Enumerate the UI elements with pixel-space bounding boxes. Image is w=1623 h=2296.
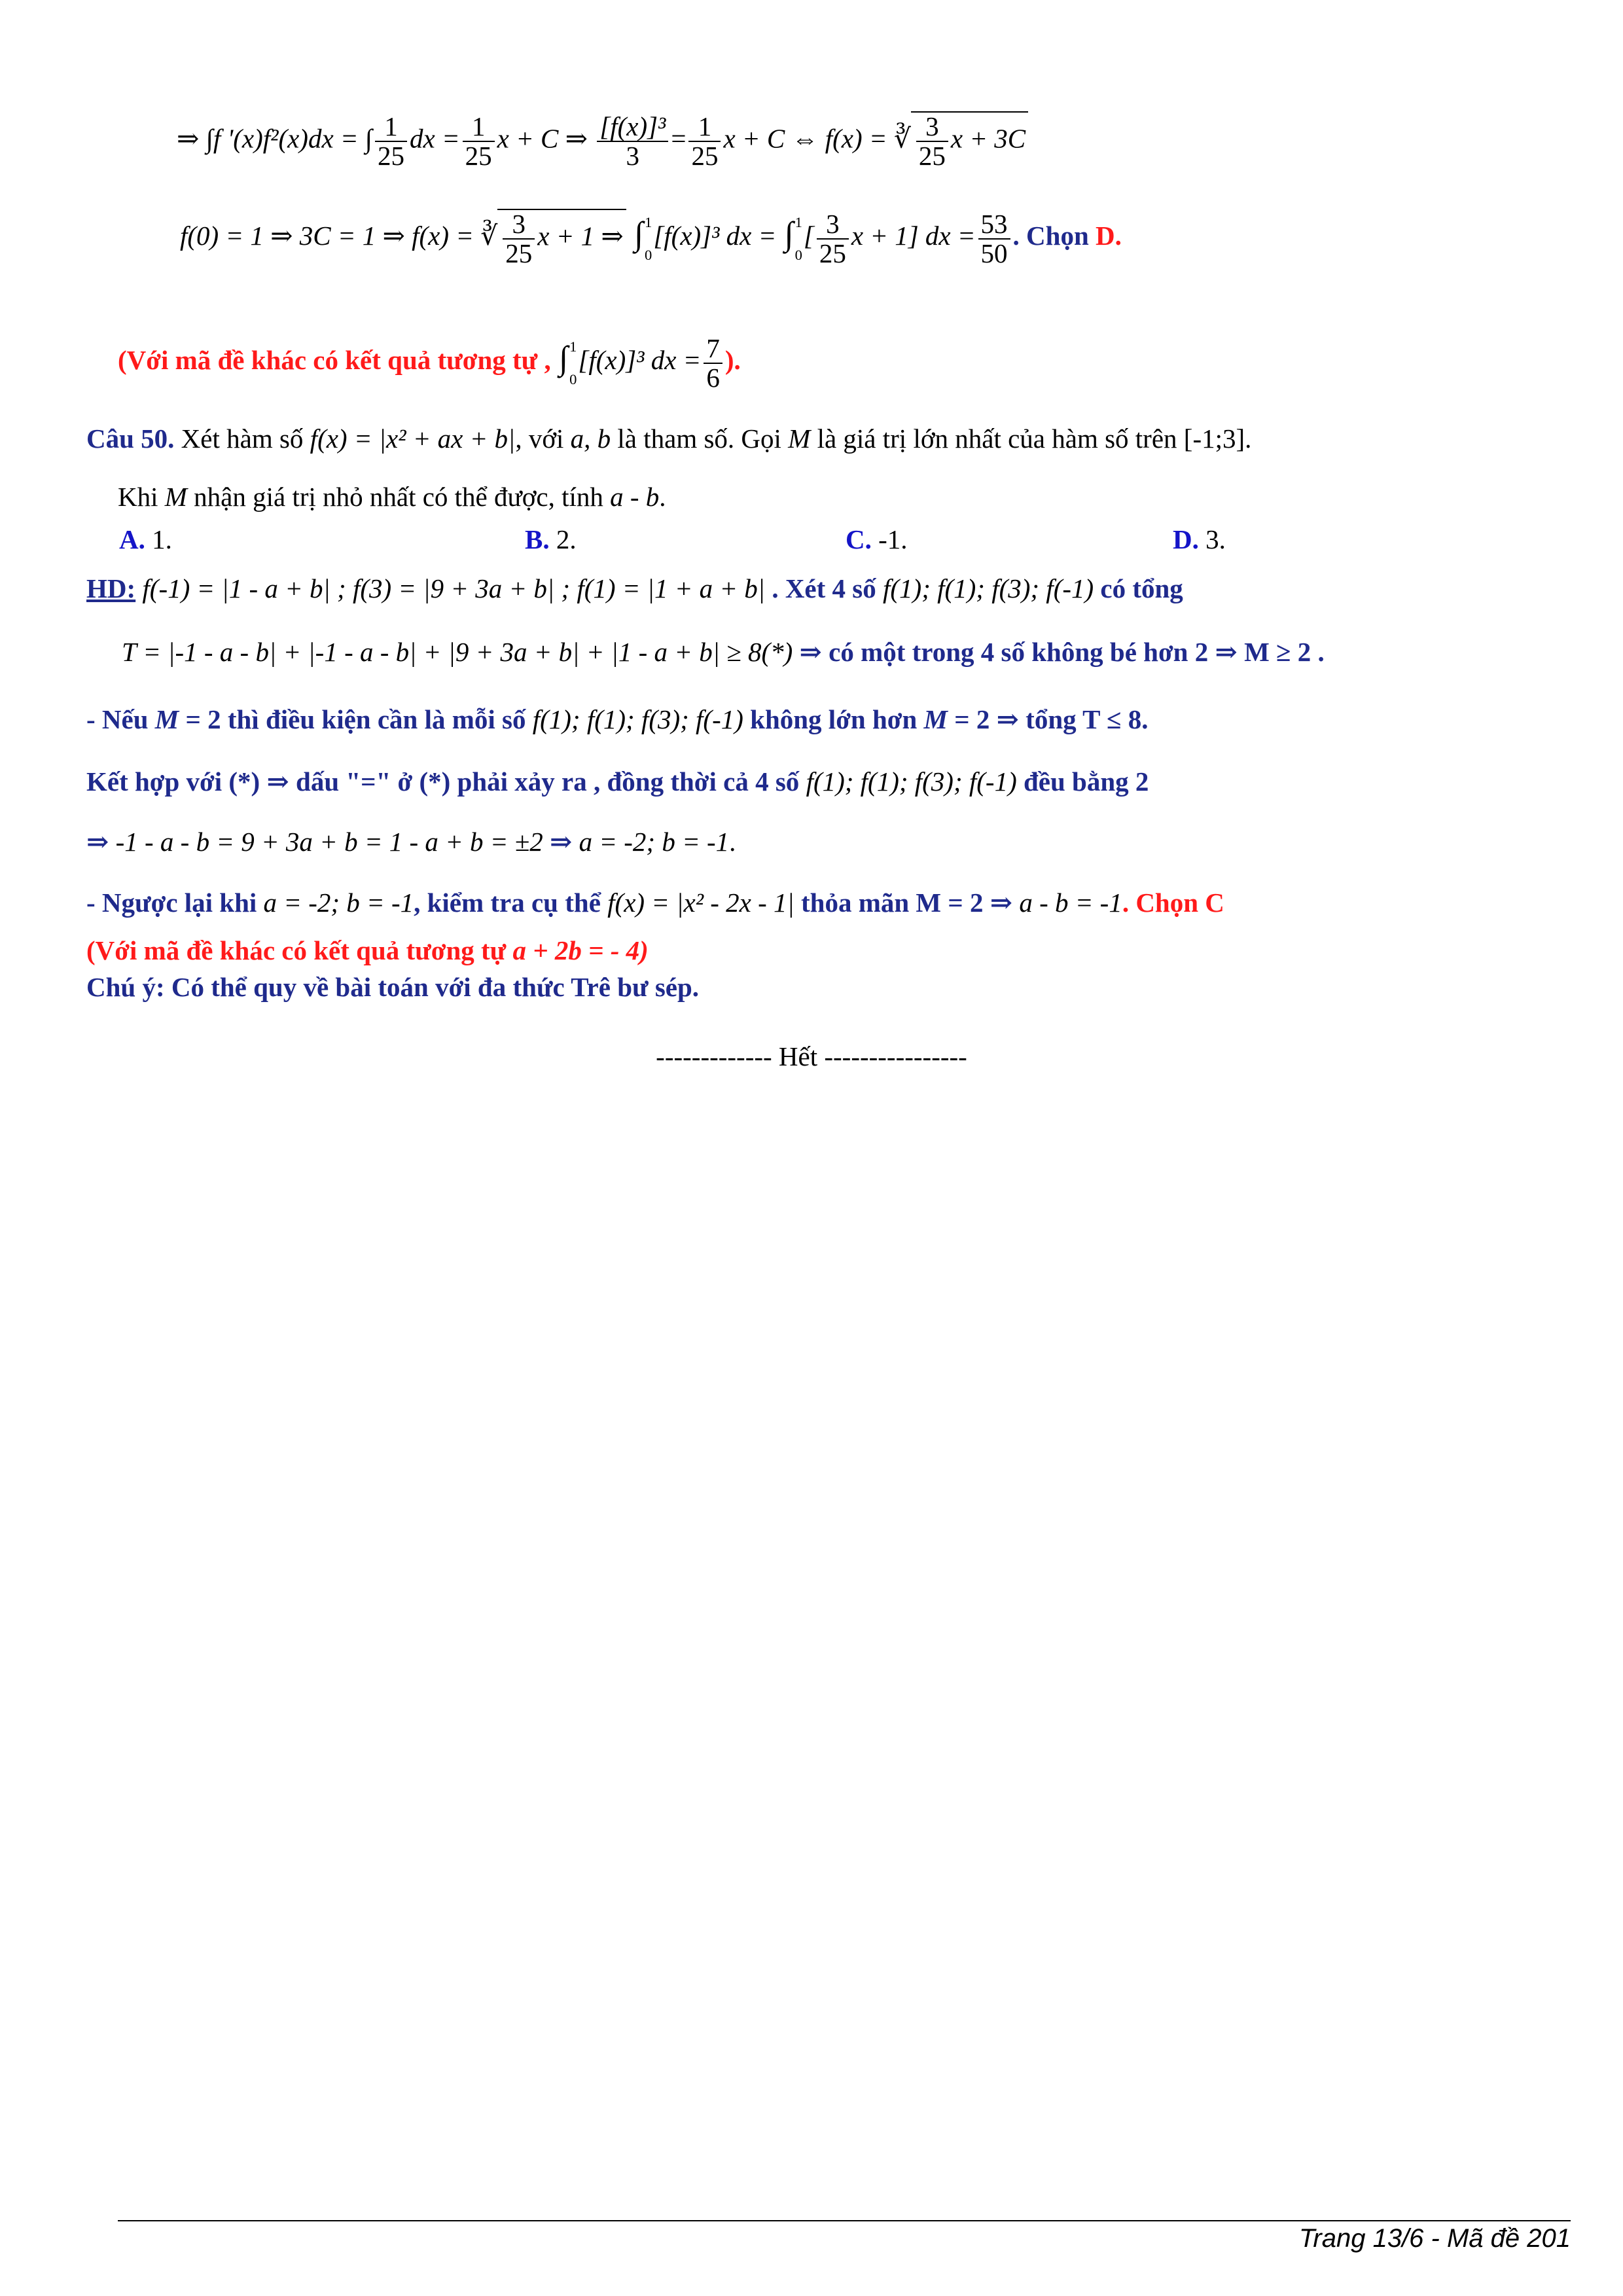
hd-remark: Chú ý: Có thể quy về bài toán với đa thức Trê bư sép. bbox=[86, 972, 700, 1002]
option-a: A. 1. bbox=[119, 524, 172, 554]
question-50-line-1: Câu 50. Xét hàm số f(x) = |x² + ax + b|, với a, b là tham số. Gọi M là giá trị lớn nhất của hàm số trên [-1;3]. bbox=[86, 423, 1252, 454]
page-footer: Trang 13/6 - Mã đề 201 bbox=[1298, 2224, 1571, 2253]
question-label: Câu 50. bbox=[86, 423, 175, 454]
cube-root: $\frac{3}{25}$ x + 3C bbox=[911, 111, 1028, 170]
end-marker: ------------- Hết ---------------- bbox=[656, 1041, 967, 1071]
note-other-exam: (Với mã đề khác có kết quả tương tự , ∫ 1 0 [f(x)]³ dx = $\frac{7}{6}$ ). bbox=[118, 332, 741, 393]
hd-note: (Với mã đề khác có kết quả tương tự a + 2b = - 4) bbox=[86, 935, 649, 965]
footer-divider bbox=[118, 2220, 1571, 2221]
answer-choice: D. bbox=[1096, 221, 1122, 251]
cube-root: $\frac{3}{25}$ x + 1 ⇒ bbox=[497, 209, 626, 268]
solution-line-2: f(0) = 1 ⇒ 3C = 1 ⇒ f(x) = ∛ $\frac{3}{25}$ x + 1 ⇒ ∫ 1 0 [f(x)]³ dx = ∫ 1 0 [ $\frac{3}{25}$ x + 1] dx = $\frac{53}{50}$ . Chọn D. bbox=[180, 208, 1122, 268]
integral-sign: ∫ bbox=[634, 215, 644, 253]
option-b: B. 2. bbox=[525, 524, 577, 554]
hd-line-5: ⇒ -1 - a - b = 9 + 3a + b = 1 - a + b = ±2 ⇒ a = -2; b = -1. bbox=[86, 827, 736, 857]
hd-line-2: T = |-1 - a - b| + |-1 - a - b| + |9 + 3a + b| + |1 - a + b| ≥ 8(*) ⇒ có một trong 4 số không bé hơn 2 ⇒ M ≥ 2 . bbox=[122, 637, 1325, 667]
hd-line-6: - Ngược lại khi a = -2; b = -1, kiểm tra cụ thể f(x) = |x² - 2x - 1| thỏa mãn M = 2 ⇒ a - b = -1. Chọn C bbox=[86, 888, 1224, 918]
fraction: $\frac{1}{25}$ bbox=[688, 113, 721, 170]
solution-line-1: ⇒ ∫f '(x)f²(x)dx = ∫ $\frac{1}{25}$ dx = $\frac{1}{25}$ x + C ⇒ $\frac{\text{[f(x)]³}}{3}$ = $\frac{1}{25}$ x + C ⇔ f(x) = ∛ $\frac{3}{25}$ x + 3C bbox=[177, 111, 1028, 170]
integral-sign: ∫ bbox=[559, 340, 569, 377]
hd-line-4: Kết hợp với (*) ⇒ dấu "=" ở (*) phải xảy ra , đồng thời cả 4 số f(1); f(1); f(3); f(-1) đều bằng 2 bbox=[86, 766, 1149, 797]
integral-sign: ∫ bbox=[784, 215, 794, 253]
fraction: $\frac{1}{25}$ bbox=[375, 113, 407, 170]
hd-line-1: HD: f(-1) = |1 - a + b| ; f(3) = |9 + 3a + b| ; f(1) = |1 + a + b| . Xét 4 số f(1); f(1); f(3); f(-1) có tổng bbox=[86, 573, 1183, 603]
option-c: C. -1. bbox=[846, 524, 908, 554]
option-d: D. 3. bbox=[1173, 524, 1226, 554]
hd-label: HD: bbox=[86, 573, 136, 603]
fraction: $\frac{\text{[f(x)]³}}{3}$ bbox=[597, 113, 668, 170]
hd-line-3: - Nếu M = 2 thì điều kiện cần là mỗi số f(1); f(1); f(3); f(-1) không lớn hơn M = 2 ⇒ tổng T ≤ 8. bbox=[86, 704, 1149, 734]
fraction: $\frac{1}{25}$ bbox=[463, 113, 495, 170]
fraction: $\frac{53}{50}$ bbox=[978, 210, 1010, 268]
fraction: $\frac{7}{6}$ bbox=[704, 334, 722, 392]
question-50-line-2: Khi M nhận giá trị nhỏ nhất có thể được, tính a - b. bbox=[118, 482, 666, 512]
answer-choice: . Chọn C bbox=[1122, 888, 1224, 918]
